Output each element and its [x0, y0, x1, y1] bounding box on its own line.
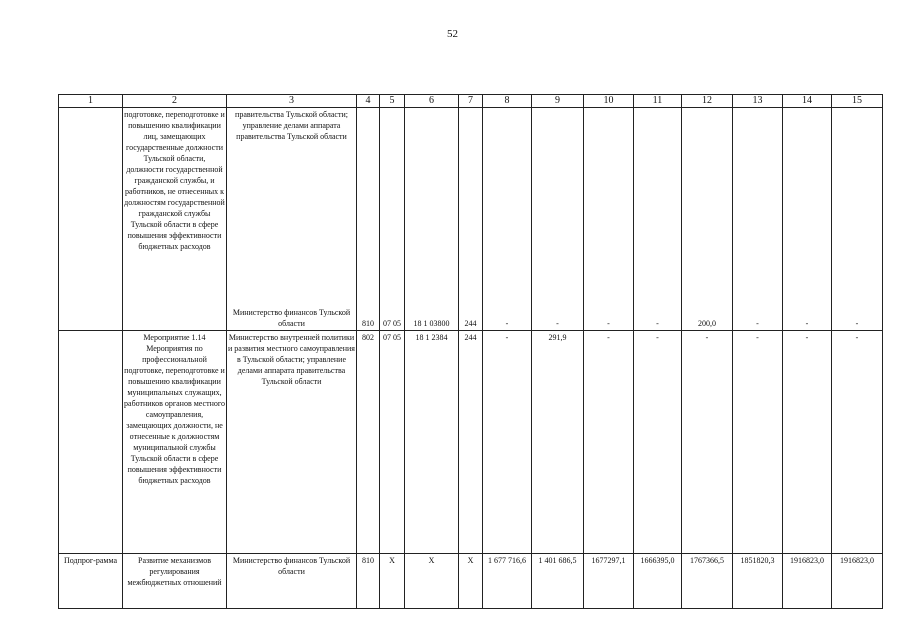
amount-cell: 291,9 [532, 331, 584, 554]
header-cell: 9 [532, 95, 584, 108]
amount-cell: - [783, 331, 832, 554]
vr-cell: 244 [459, 108, 483, 331]
header-cell: 10 [584, 95, 634, 108]
amount-cell: - [682, 331, 733, 554]
header-cell: 13 [733, 95, 783, 108]
budget-table [58, 94, 883, 609]
header-cell: 7 [459, 95, 483, 108]
table-row [59, 108, 883, 331]
executor-cell: Министерство финансов Тульской области [227, 554, 357, 609]
executor-bottom: Министерство финансов Тульской области [232, 308, 351, 328]
row-type-cell [59, 108, 123, 331]
grbs-cell: 802 [357, 331, 380, 554]
header-cell: 3 [227, 95, 357, 108]
amount-cell: 1677297,1 [584, 554, 634, 609]
amount-cell: 1916823,0 [832, 554, 883, 609]
executor-top: правительства Тульской области; управление делами аппарата правительства Тульской области [235, 110, 348, 141]
grbs-cell: 810 [357, 108, 380, 331]
header-cell: 2 [123, 95, 227, 108]
amount-cell: 1916823,0 [783, 554, 832, 609]
csr-cell: 18 1 2384 [405, 331, 459, 554]
amount-cell: - [483, 331, 532, 554]
header-cell: 12 [682, 95, 733, 108]
row-type-cell [59, 331, 123, 554]
activity-name-cell: подготовке, переподготовке и повышению квалификации лиц, замещающих государственные должности Тульской области, должности государственной гражданской службы, и работников, не отнесенных к должностям государственной гражданской службы Тульской области в сфере повышения эффективности бюджетных расходов [123, 108, 227, 331]
rzpr-cell: 07 05 [380, 108, 405, 331]
header-cell: 14 [783, 95, 832, 108]
table-row [59, 331, 883, 554]
amount-cell: 1 677 716,6 [483, 554, 532, 609]
activity-name-cell: Развитие механизмов регулирования межбюджетных отношений [123, 554, 227, 609]
grbs-cell: 810 [357, 554, 380, 609]
executor-cell [227, 108, 357, 331]
amount-cell: - [532, 108, 584, 331]
amount-cell: - [584, 331, 634, 554]
amount-cell: - [483, 108, 532, 331]
vr-cell: 244 [459, 331, 483, 554]
amount-cell: 1666395,0 [634, 554, 682, 609]
amount-cell: - [783, 108, 832, 331]
amount-cell: 1767366,5 [682, 554, 733, 609]
amount-cell: 1851820,3 [733, 554, 783, 609]
table-row [59, 554, 883, 609]
amount-cell: - [584, 108, 634, 331]
amount-cell: - [832, 108, 883, 331]
header-cell: 5 [380, 95, 405, 108]
amount-cell: 200,0 [682, 108, 733, 331]
activity-name-cell: Мероприятие 1.14 Мероприятия по профессиональной подготовке, переподготовке и повышению квалификации муниципальных служащих, работников органов местного самоуправления, замещающих должности, не отнесенные к должностям муниципальной службы Тульской области в сфере повышения эффективности бюджетных расходов [123, 331, 227, 554]
header-row [59, 95, 883, 108]
header-cell: 1 [59, 95, 123, 108]
rzpr-cell: 07 05 [380, 331, 405, 554]
csr-cell: 18 1 03800 [405, 108, 459, 331]
page-number: 52 [447, 28, 458, 40]
amount-cell: 1 401 686,5 [532, 554, 584, 609]
vr-cell: Х [459, 554, 483, 609]
amount-cell: - [733, 108, 783, 331]
header-cell: 6 [405, 95, 459, 108]
header-cell: 11 [634, 95, 682, 108]
csr-cell: Х [405, 554, 459, 609]
amount-cell: - [832, 331, 883, 554]
header-cell: 8 [483, 95, 532, 108]
header-cell: 4 [357, 95, 380, 108]
amount-cell: - [634, 108, 682, 331]
header-cell: 15 [832, 95, 883, 108]
row-type-cell: Подпрог-рамма [59, 554, 123, 609]
rzpr-cell: Х [380, 554, 405, 609]
amount-cell: - [733, 331, 783, 554]
amount-cell: - [634, 331, 682, 554]
executor-cell: Министерство внутренней политики и развития местного самоуправления в Тульской области; управление делами аппарата правительства Тульской области [227, 331, 357, 554]
